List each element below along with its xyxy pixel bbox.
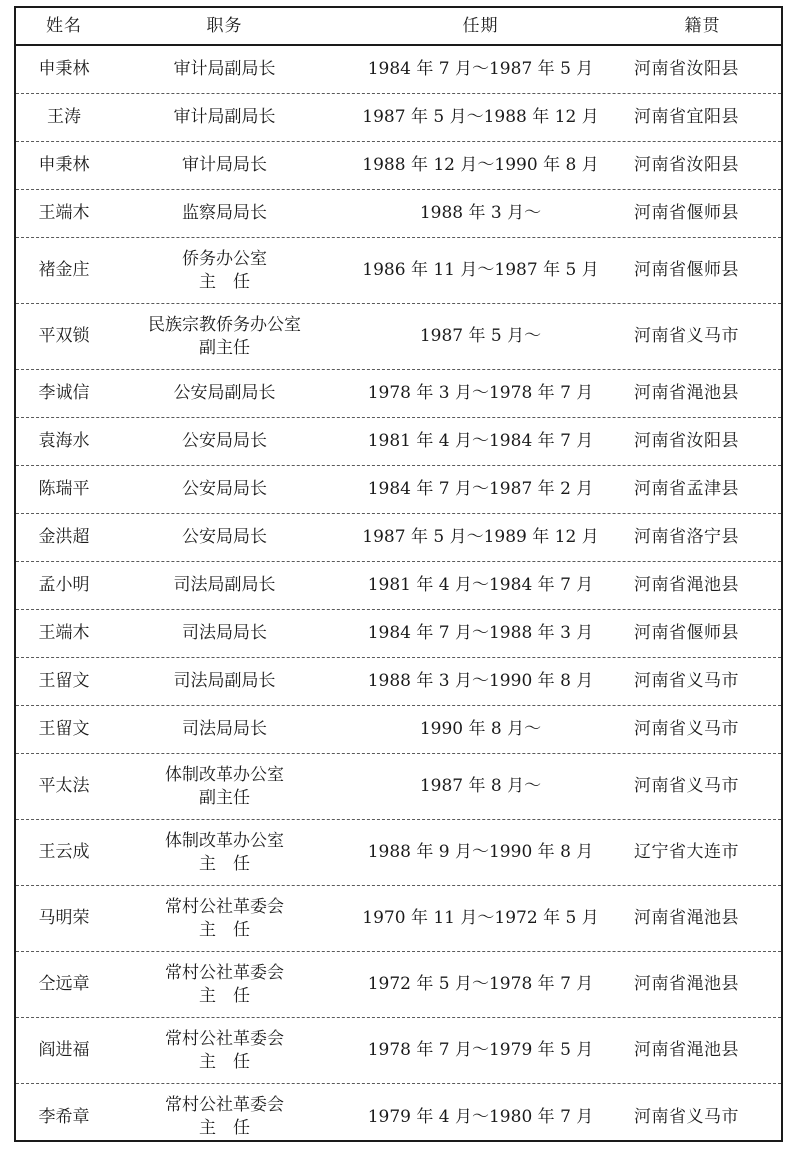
cell-title xyxy=(112,1018,337,1083)
title-line: 常村公社革委会 xyxy=(165,1028,284,1049)
table-header xyxy=(16,8,781,46)
cell-origin: 河南省汝阳县 xyxy=(634,431,739,452)
cell-origin: 河南省汝阳县 xyxy=(634,59,739,80)
cell-origin: 河南省渑池县 xyxy=(634,383,739,404)
header-origin: 籍贯 xyxy=(684,15,721,36)
cell-name: 仝远章 xyxy=(38,974,90,995)
title-line: 审计局副局长 xyxy=(173,59,276,80)
title-line: 审计局局长 xyxy=(182,155,267,176)
cell-origin: 河南省义马市 xyxy=(634,326,739,347)
table-row xyxy=(16,190,781,238)
table-row xyxy=(16,1084,781,1150)
cell-origin: 河南省汝阳县 xyxy=(634,155,739,176)
cell-title xyxy=(112,754,337,819)
cell-term: 1981 年 4 月～1984 年 7 月 xyxy=(367,575,594,596)
cell-origin: 河南省偃师县 xyxy=(634,623,739,644)
cell-name: 王端木 xyxy=(38,623,90,644)
cell-name: 王留文 xyxy=(38,671,90,692)
title-line: 司法局局长 xyxy=(182,719,267,740)
title-line: 体制改革办公室 xyxy=(165,830,284,851)
table-row xyxy=(16,46,781,94)
title-line: 司法局局长 xyxy=(182,623,267,644)
title-line: 审计局副局长 xyxy=(173,107,276,128)
table-row xyxy=(16,820,781,886)
table-row xyxy=(16,142,781,190)
cell-title xyxy=(112,46,337,93)
cell-title xyxy=(112,142,337,189)
table-row xyxy=(16,658,781,706)
cell-name: 平太法 xyxy=(38,776,90,797)
table-row xyxy=(16,418,781,466)
title-line: 常村公社革委会 xyxy=(165,1095,284,1116)
cell-origin: 河南省义马市 xyxy=(634,776,739,797)
cell-name: 平双锁 xyxy=(38,326,90,347)
cell-term: 1979 年 4 月～1980 年 7 月 xyxy=(367,1106,594,1127)
table-row xyxy=(16,706,781,754)
cell-title xyxy=(112,466,337,513)
table-row xyxy=(16,94,781,142)
cell-origin: 河南省义马市 xyxy=(634,1106,739,1127)
table-row xyxy=(16,370,781,418)
cell-term: 1970 年 11 月～1972 年 5 月 xyxy=(362,908,599,929)
cell-title xyxy=(112,886,337,951)
cell-name: 金洪超 xyxy=(38,527,90,548)
cell-name: 孟小明 xyxy=(38,575,90,596)
cell-term: 1986 年 11 月～1987 年 5 月 xyxy=(362,260,599,281)
personnel-table xyxy=(14,6,783,1142)
cell-term: 1988 年 3 月～1990 年 8 月 xyxy=(367,671,594,692)
header-term: 任期 xyxy=(462,15,499,36)
title-line: 主 任 xyxy=(199,985,250,1006)
cell-origin: 河南省宜阳县 xyxy=(634,107,739,128)
cell-term: 1988 年 3 月～ xyxy=(419,203,542,224)
cell-title xyxy=(112,562,337,609)
title-line: 公安局副局长 xyxy=(173,383,276,404)
cell-origin: 河南省洛宁县 xyxy=(634,527,739,548)
table-row xyxy=(16,1018,781,1084)
title-line: 常村公社革委会 xyxy=(165,962,284,983)
cell-name: 阎进福 xyxy=(38,1040,90,1061)
cell-title xyxy=(112,820,337,885)
cell-term: 1978 年 3 月～1978 年 7 月 xyxy=(367,383,594,404)
header-name: 姓名 xyxy=(46,15,82,36)
cell-term: 1984 年 7 月～1987 年 5 月 xyxy=(367,59,594,80)
cell-title xyxy=(112,190,337,237)
cell-title xyxy=(112,658,337,705)
cell-term: 1984 年 7 月～1988 年 3 月 xyxy=(367,623,594,644)
cell-name: 王云成 xyxy=(38,842,90,863)
cell-name: 王端木 xyxy=(38,203,90,224)
cell-origin: 河南省义马市 xyxy=(634,719,739,740)
cell-title xyxy=(112,514,337,561)
cell-title xyxy=(112,94,337,141)
cell-title xyxy=(112,304,337,369)
table-row xyxy=(16,238,781,304)
cell-term: 1987 年 5 月～1989 年 12 月 xyxy=(362,527,599,548)
cell-title xyxy=(112,952,337,1017)
table-row xyxy=(16,610,781,658)
table-row xyxy=(16,304,781,370)
cell-name: 马明荣 xyxy=(38,908,90,929)
cell-origin: 河南省孟津县 xyxy=(634,479,739,500)
table-row xyxy=(16,754,781,820)
title-line: 主 任 xyxy=(199,271,250,292)
cell-title xyxy=(112,610,337,657)
title-line: 监察局局长 xyxy=(182,203,267,224)
cell-term: 1988 年 12 月～1990 年 8 月 xyxy=(362,155,599,176)
table-row xyxy=(16,886,781,952)
cell-name: 王留文 xyxy=(38,719,90,740)
table-row xyxy=(16,514,781,562)
table-row xyxy=(16,466,781,514)
title-line: 公安局局长 xyxy=(182,527,267,548)
title-line: 侨务办公室 xyxy=(182,248,267,269)
title-line: 民族宗教侨务办公室 xyxy=(148,314,301,335)
cell-term: 1990 年 8 月～ xyxy=(419,719,542,740)
cell-name: 陈瑞平 xyxy=(38,479,90,500)
cell-term: 1988 年 9 月～1990 年 8 月 xyxy=(367,842,594,863)
cell-title xyxy=(112,706,337,753)
cell-term: 1987 年 8 月～ xyxy=(419,776,542,797)
cell-name: 申秉林 xyxy=(38,155,90,176)
cell-term: 1987 年 5 月～1988 年 12 月 xyxy=(362,107,599,128)
cell-title xyxy=(112,238,337,303)
title-line: 主 任 xyxy=(199,1051,250,1072)
title-line: 司法局副局长 xyxy=(173,575,276,596)
cell-origin: 河南省渑池县 xyxy=(634,1040,739,1061)
title-line: 主 任 xyxy=(199,919,250,940)
title-line: 公安局局长 xyxy=(182,431,267,452)
title-line: 主 任 xyxy=(199,1118,250,1138)
cell-term: 1987 年 5 月～ xyxy=(419,326,542,347)
title-line: 副主任 xyxy=(199,787,250,808)
cell-origin: 河南省渑池县 xyxy=(634,908,739,929)
cell-origin: 河南省渑池县 xyxy=(634,974,739,995)
title-line: 主 任 xyxy=(199,853,250,874)
cell-origin: 辽宁省大连市 xyxy=(634,842,739,863)
table-row xyxy=(16,952,781,1018)
cell-title xyxy=(112,418,337,465)
cell-term: 1978 年 7 月～1979 年 5 月 xyxy=(367,1040,594,1061)
cell-origin: 河南省偃师县 xyxy=(634,203,739,224)
title-line: 公安局局长 xyxy=(182,479,267,500)
title-line: 常村公社革委会 xyxy=(165,896,284,917)
cell-name: 袁海水 xyxy=(38,431,90,452)
cell-title xyxy=(112,370,337,417)
cell-origin: 河南省渑池县 xyxy=(634,575,739,596)
header-title: 职务 xyxy=(206,15,243,36)
cell-origin: 河南省义马市 xyxy=(634,671,739,692)
cell-name: 王涛 xyxy=(47,107,81,128)
cell-term: 1972 年 5 月～1978 年 7 月 xyxy=(367,974,594,995)
cell-name: 褚金庄 xyxy=(38,260,90,281)
cell-name: 申秉林 xyxy=(38,59,90,80)
title-line: 司法局副局长 xyxy=(173,671,276,692)
title-line: 体制改革办公室 xyxy=(165,764,284,785)
cell-origin: 河南省偃师县 xyxy=(634,260,739,281)
cell-name: 李诚信 xyxy=(38,383,90,404)
title-line: 副主任 xyxy=(199,337,250,358)
cell-name: 李希章 xyxy=(38,1106,90,1127)
table-body xyxy=(16,46,781,1150)
cell-term: 1984 年 7 月～1987 年 2 月 xyxy=(367,479,594,500)
cell-term: 1981 年 4 月～1984 年 7 月 xyxy=(367,431,594,452)
cell-title xyxy=(112,1084,337,1150)
table-row xyxy=(16,562,781,610)
